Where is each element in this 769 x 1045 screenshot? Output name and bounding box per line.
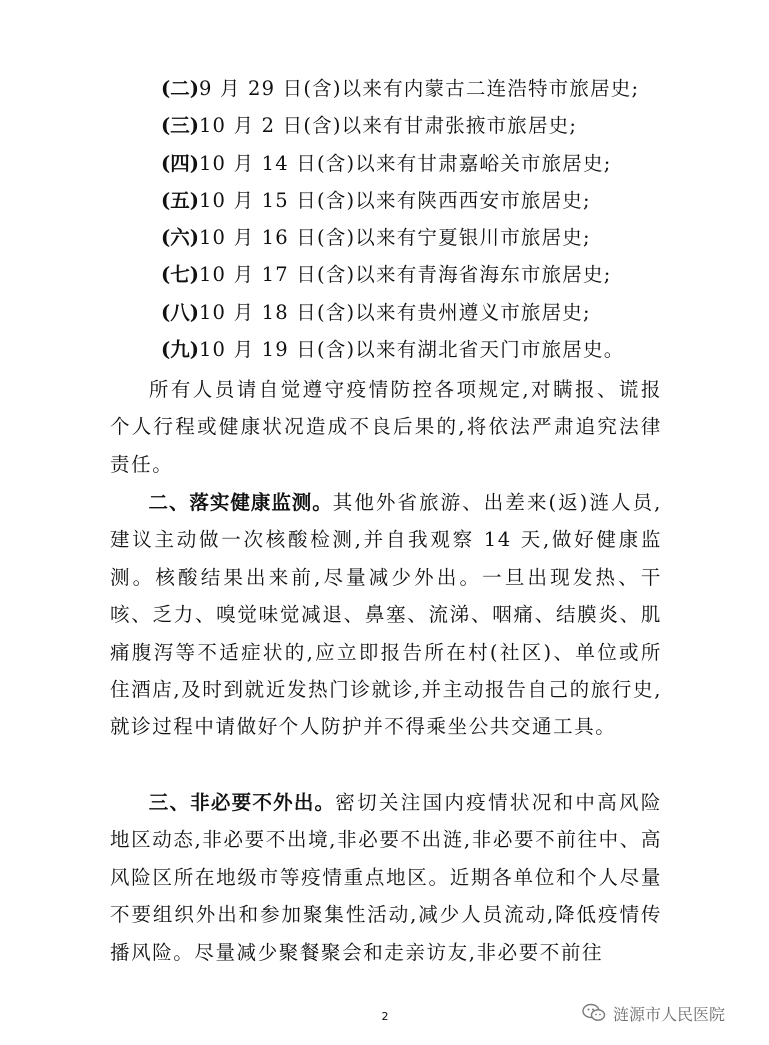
list-item	[161, 331, 721, 368]
watermark-text: 涟源市人民医院	[613, 1004, 726, 1024]
list-item	[161, 70, 721, 107]
list-item	[161, 145, 721, 182]
list-item	[161, 219, 721, 256]
section-heading: 二、落实健康监测。	[148, 491, 333, 514]
section-health-monitoring	[110, 484, 662, 746]
list-item	[161, 256, 721, 293]
list-item-number: (八)	[161, 300, 199, 324]
watermark	[582, 1000, 725, 1026]
list-item-text: 10 月 18 日(含)以来有贵州遵义市旅居史;	[198, 300, 591, 324]
list-item-number: (五)	[161, 188, 199, 212]
list-item-number: (九)	[161, 338, 199, 362]
list-item-number: (七)	[161, 263, 199, 287]
list-item-text: 10 月 16 日(含)以来有宁夏银川市旅居史;	[198, 226, 591, 250]
compliance-paragraph	[110, 371, 662, 483]
list-item-text: 10 月 17 日(含)以来有青海省海东市旅居史;	[198, 263, 612, 287]
list-item-text: 10 月 14 日(含)以来有甘肃嘉峪关市旅居史;	[198, 151, 612, 175]
list-item-number: (四)	[161, 151, 199, 175]
list-item-number: (六)	[161, 226, 199, 250]
section-heading: 三、非必要不外出。	[148, 791, 336, 814]
list-item	[161, 107, 721, 144]
list-item	[161, 294, 721, 331]
travel-history-list	[161, 70, 721, 368]
list-item-text: 10 月 19 日(含)以来有湖北省天门市旅居史。	[198, 338, 625, 362]
section-no-unnecessary-travel	[110, 784, 662, 971]
section-body: 密切关注国内疫情状况和中高风险地区动态,非必要不出境,非必要不出涟,非必要不前往中、高风险区所在地级市等疫情重点地区。近期各单位和个人尽量不要组织外出和参加聚集性活动,减少人员流动,降低疫情传播风险。尽量减少聚餐聚会和走亲访友,非必要不前往	[110, 791, 662, 964]
list-item-number: (三)	[161, 114, 199, 138]
list-item-text: 10 月 2 日(含)以来有甘肃张掖市旅居史;	[198, 114, 578, 138]
list-item-number: (二)	[161, 77, 199, 100]
wechat-icon	[582, 1003, 606, 1023]
page-number: 2	[381, 1010, 389, 1023]
list-item	[161, 182, 721, 219]
section-body: 其他外省旅游、出差来(返)涟人员,建议主动做一次核酸检测,并自我观察 14 天,做好健康监测。核酸结果出来前,尽量减少外出。一旦出现发热、干咳、乏力、嗅觉味觉减退、鼻塞、流涕、咽痛、结膜炎、肌痛腹泻等不适症状的,应立即报告所在村(社区)、单位或所住酒店,及时到就近发热门诊就诊,并主动报告自己的旅行史,就诊过程中请做好个人防护并不得乘坐公共交通工具。	[110, 491, 662, 739]
compliance-text: 所有人员请自觉遵守疫情防控各项规定,对瞒报、谎报个人行程或健康状况造成不良后果的,将依法严肃追究法律责任。	[110, 378, 662, 476]
list-item-text: 10 月 15 日(含)以来有陕西西安市旅居史;	[198, 188, 591, 212]
list-item-text: 9 月 29 日(含)以来有内蒙古二连浩特市旅居史;	[198, 77, 640, 100]
